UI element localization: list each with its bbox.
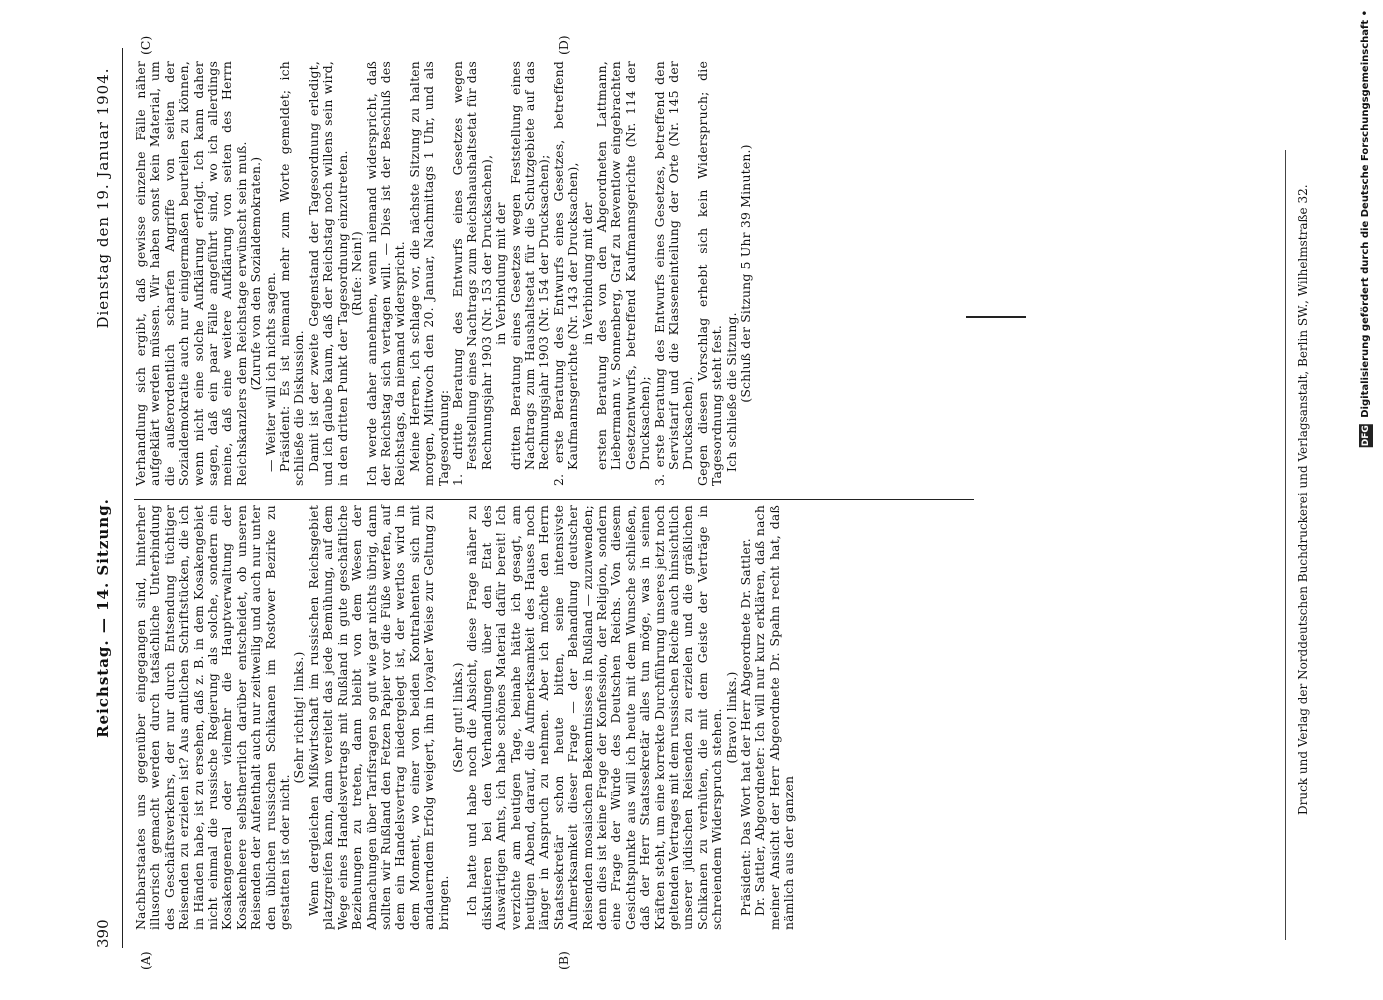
interjection: (Zurufe von den Sozialdemokraten.) <box>248 156 264 391</box>
interjection: (Bravo! links.) <box>723 671 739 764</box>
interjection: (Sehr richtig! links.) <box>291 651 307 784</box>
paragraph: Ich hatte und habe noch die Absicht, diese Frage näher zu diskutieren bei den Verhandlungen über den Etat des Auswärtigen Amts, ich habe schönes Material dafür bereit! Ich verzichte am heutigen Tage, beinahe hätte ich gesagt, am heutigen Abend, darauf, die Aufmerksamkeit des Hauses noch länger in Anspruch zu nehmen. Aber ich möchte den Herrn Staatssekretär schon heute bitten, seine intensivste Aufmerksamkeit dieser Frage — der Behandlung deutscher Reisenden mosaischen Bekenntnisses in Rußland — zuzuwenden; denn dies ist keine Frage der Konfession, der Religion, sondern eine Frage der Würde des Deutschen Reichs. Von diesem Gesichtspunkte aus will ich heute mit dem Wunsche schließen, daß der Herr Staatssekretär alles tun möge, was in seinen Kräften steht, um eine korrekte Durchführung unseres jetzt noch geltenden Vertrages mit dem russischen Reiche auch hinsichtlich unserer jüdischen Reisenden zu erzielen und die gräßlichen Schikanen zu verhüten, die mit dem Geiste der Verträge in schreiendem Widerspruch stehen. <box>464 505 725 930</box>
paragraph: Verhandlung sich ergibt, daß gewisse einzelne Fälle näher aufgeklärt werden müssen. Wir haben sonst kein Material, um die außerordentlich scharfen Angriffe von seiten der Sozialdemokratie auch nur einigermaßen beurteilen zu können, wenn nicht eine solche Aufklärung erfolgt. Ich kann daher sagen, daß ein paar Fälle angeführt sind, wo ich allerdings meine, daß eine weitere Aufklärung von seiten des Herrn Reichskanzlers dem Reichstage erwünscht sein muß. <box>133 61 249 486</box>
closing-note: (Schluß der Sitzung 5 Uhr 39 Minuten.) <box>738 144 754 403</box>
header-rule <box>122 48 123 948</box>
document-page <box>86 35 1296 970</box>
digitization-text: Digitalisierung gefördert durch die Deutsche Forschungsgemeinschaft • <box>1360 10 1371 418</box>
marker-b: (B) <box>556 951 571 970</box>
agenda-item: ersten Beratung des von den Abgeordneten Lattmann, Liebermann v. Sonnenberg, Graf zu Reventlow eingebrachten Gesetzentwurfs, betreffend Kaufmannsgerichte (Nr. 114 der Drucksachen); <box>594 61 653 470</box>
interjection: (Rufe: Nein!) <box>349 231 365 316</box>
interjection: (Sehr gut! links.) <box>449 662 465 773</box>
right-column <box>134 61 753 486</box>
agenda-item: 3. erste Beratung des Entwurfs eines Gesetzes, betreffend den Servistarif und die Klasseneinteilung der Orte (Nr. 145 der Drucksachen). <box>651 61 696 486</box>
header-right-title: Dienstag den 19. Januar 1904. <box>94 67 112 329</box>
paragraph: Wenn dergleichen Mißwirtschaft im russischen Reichsgebiet platzgreifen kann, dann vereitelt das jede Bemühung, auf dem Wege eines Handelsvertrags mit Rußland in gute geschäftliche Beziehungen zu treten, dann bleibt von dem Wesen der Abmachungen über Tarifsragen so gut wie gar nichts übrig, dann sollten wir Rußland den Fetzen Papier vor die Füße werfen, auf dem ein Handelsvertrag niedergelegt ist, der wertlos wird in dem Moment, wo einer von beiden Kontrahenten sich mit andauerndem Erfolg weigert, ihn in loyaler Weise zur Geltung zu bringen. <box>305 505 451 930</box>
paragraph: Ich werde daher annehmen, wenn niemand widerspricht, daß der Reichstag sich vertagen will. — Dies ist der Beschluß des Reichstags, da niemand widerspricht. <box>363 61 408 486</box>
footer-rule <box>1285 150 1286 940</box>
paragraph: — Weiter will ich nichts sagen. <box>262 271 278 472</box>
agenda-item: 1. dritte Beratung des Entwurfs eines Gesetzes wegen Feststellung eines Nachtrags zum Reichshaushaltsetat für das Rechnungsjahr 1903 (Nr. 153 der Drucksachen), <box>449 61 494 486</box>
dfg-logo: DFG <box>1361 425 1371 447</box>
column-divider <box>134 499 974 500</box>
marker-d: (D) <box>556 35 571 55</box>
left-column <box>134 505 797 930</box>
digitization-note <box>1359 10 1373 447</box>
agenda-connector: in Verbindung mit der <box>579 202 595 345</box>
paragraph: Meine Herren, ich schlage vor, die nächste Sitzung zu halten morgen, Mittwoch den 20. Januar, Nachmittags 1 Uhr, und als Tagesordnung: <box>406 61 451 486</box>
speaker-paragraph: Präsident: Es ist niemand mehr zum Worte gemeldet; ich schließe die Diskussion. <box>277 61 307 486</box>
page-number: 390 <box>94 919 112 948</box>
paragraph: Ich schließe die Sitzung. <box>723 312 739 472</box>
agenda-item: dritten Beratung eines Gesetzes wegen Feststellung eines Nachtrags zum Haushaltsetat für die Schutzgebiete auf das Rechnungsjahr 1903 (Nr. 154 der Drucksachen); <box>507 61 552 470</box>
paragraph: Gegen diesen Vorschlag erhebt sich kein Widerspruch; die Tagesordnung steht fest. <box>694 61 725 486</box>
marker-a: (A) <box>138 951 153 970</box>
speaker-paragraph: Dr. Sattler, Abgeordneter: Ich will nur kurz erklären, daß nach meiner Ansicht der Herr Abgeordnete Dr. Spahn recht hat, daß nämlich aus der ganzen <box>752 505 797 930</box>
speaker-paragraph: Präsident: Das Wort hat der Herr Abgeordnete Dr. Sattler. <box>738 538 754 916</box>
agenda-item: 2. erste Beratung des Entwurfs eines Gesetzes, betreffend Kaufmannsgerichte (Nr. 143 der Drucksachen), <box>550 61 581 486</box>
marker-c: (C) <box>138 35 153 55</box>
agenda-connector: in Verbindung mit der <box>493 202 509 345</box>
page-header <box>86 48 120 948</box>
paragraph: Damit ist der zweite Gegenstand der Tagesordnung erledigt, und ich glaube kaum, daß der Reichstag noch willens sein wird, in den dritten Punkt der Tagesordnung einzutreten. <box>305 61 350 486</box>
paragraph: Nachbarstaates uns gegenüber eingegangen sind, hinterher illusorisch gemacht werden durch tatsächliche Unterbindung des Geschäftsverkehrs, der nur durch Entsendung tüchtiger Reisenden zu erzielen ist? Aus amtlichen Schriftstücken, die ich in Händen habe, ist zu ersehen, daß z. B. in dem Kosakengebiet nicht einmal die russische Regierung als solche, sondern ein Kosakengeneral oder vielmehr die Hauptverwaltung der Kosakenheere selbstherrlich darüber entscheidet, ob unseren Reisenden der Aufenthalt auch nur zeitweilig und auch nur unter den üblichen russischen Schikanen im Rostower Bezirke zu gestatten ist oder nicht. <box>133 505 293 930</box>
printer-imprint: Druck und Verlag der Norddeutschen Buchdruckerei und Verlagsanstalt, Berlin SW., Wilhelmstraße 32. <box>1296 184 1310 816</box>
header-left-title: Reichstag. — 14. Sitzung. <box>94 498 112 738</box>
closing-rule <box>966 316 1026 318</box>
